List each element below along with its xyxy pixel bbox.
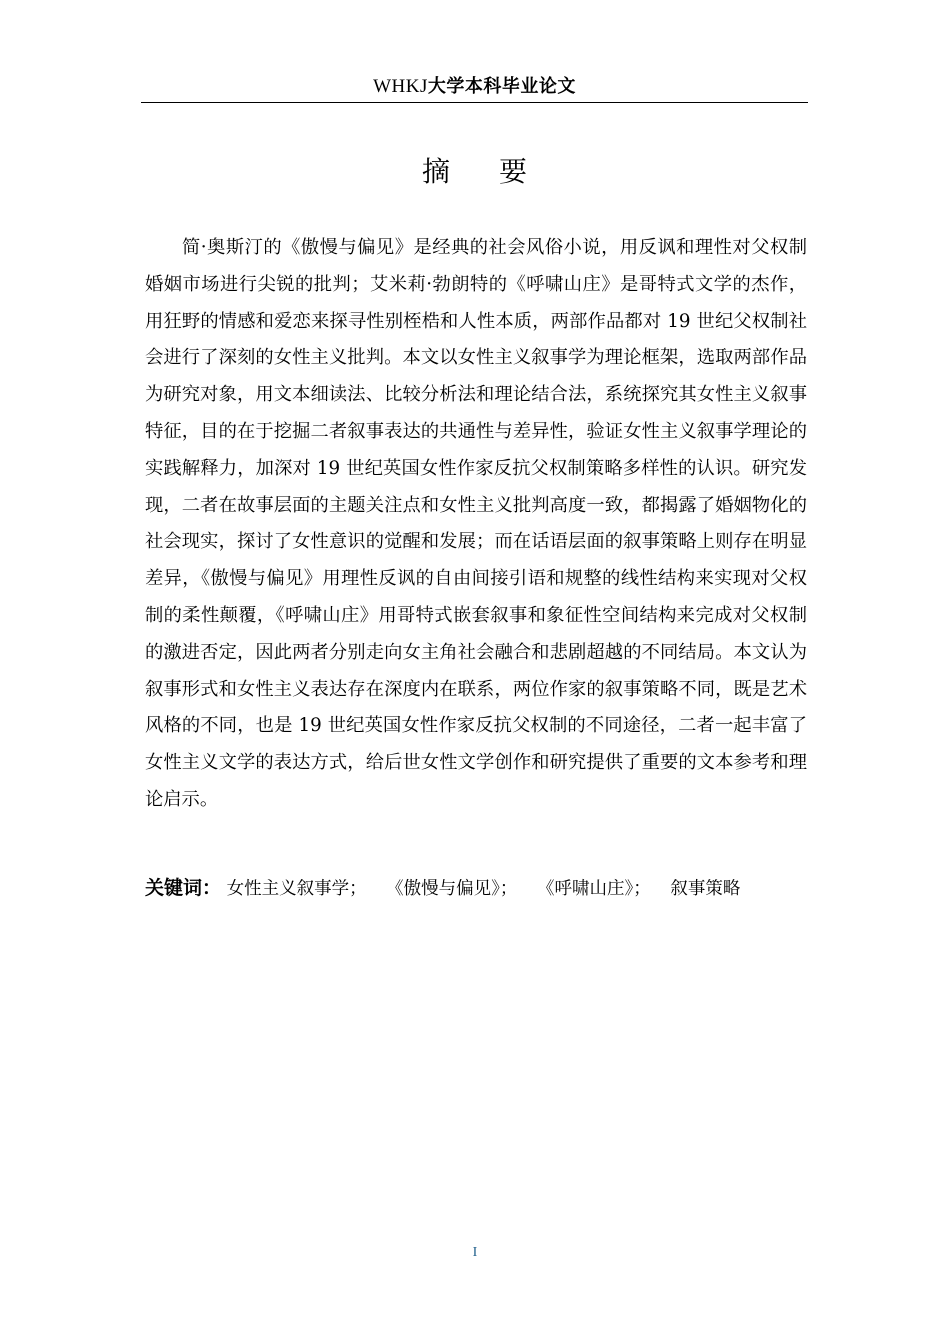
keyword-item: 《呼啸山庄》；: [537, 879, 651, 899]
abstract-body: 简·奥斯汀的《傲慢与偏见》是经典的社会风俗小说，用反讽和理性对父权制婚姻市场进行尖锐的批判；艾米莉·勃朗特的《呼啸山庄》是哥特式文学的杰作，用狂野的情感和爱恋来探寻性别桎梏和人性本质，两部作品都对 19 世纪父权制社会进行了深刻的女性主义批判。本文以女性主义叙事学为理论框架，选取两部作品为研究对象，用文本细读法、比较分析法和理论结合法，系统探究其女性主义叙事特征，目的在于挖掘二者叙事表达的共通性与差异性，验证女性主义叙事学理论的实践解释力，加深对 19 世纪英国女性作家反抗父权制策略多样性的认识。研究发现，二者在故事层面的主题关注点和女性主义批判高度一致，都揭露了婚姻物化的社会现实，探讨了女性意识的觉醒和发展；而在话语层面的叙事策略上则存在明显差异，《傲慢与偏见》用理性反讽的自由间接引语和规整的线性结构来实现对父权制的柔性颠覆，《呼啸山庄》用哥特式嵌套叙事和象征性空间结构来完成对父权制的激进否定，因此两者分别走向女主角社会融合和悲剧超越的不同结局。本文认为叙事形式和女性主义表达存在深度内在联系，两位作家的叙事策略不同，既是艺术风格的不同，也是 19 世纪英国女性作家反抗父权制的不同途径，二者一起丰富了女性主义文学的表达方式，给后世女性文学创作和研究提供了重要的文本参考和理论启示。: [145, 237, 807, 810]
abstract-title: 摘 要: [422, 155, 547, 188]
keyword-item: 女性主义叙事学；: [226, 879, 367, 899]
page-header: [141, 72, 808, 103]
keyword-item: 叙事策略: [670, 879, 741, 899]
keyword-item: 《傲慢与偏见》；: [386, 879, 518, 899]
keywords-line: [145, 870, 807, 907]
page-number: I: [472, 1245, 478, 1260]
header-title: 大学本科毕业论文: [427, 76, 576, 97]
keywords-label: 关键词：: [145, 877, 222, 899]
header-university-code: WHKJ: [373, 76, 428, 97]
